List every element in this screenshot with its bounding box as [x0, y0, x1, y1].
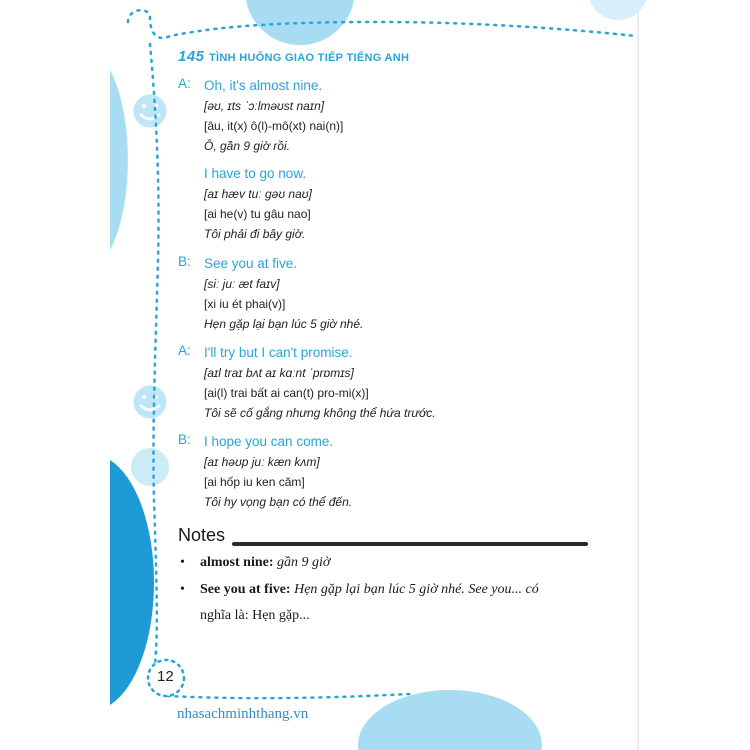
notes-underline: [232, 542, 588, 546]
note-meaning: Hẹn gặp lại bạn lúc 5 giờ nhé. See you... có: [294, 582, 539, 597]
vietnamese-line: Tôi hy vọng bạn có thể đến.: [204, 495, 353, 509]
ipa-line: [əʊ, ɪts ˈɔːlməʊst naɪn]: [204, 99, 325, 113]
running-header: [178, 48, 409, 66]
ipa-line: [aɪl traɪ bʌt aɪ kɑːnt ˈprɒmɪs]: [204, 366, 354, 380]
left-light-half-circle: [110, 70, 128, 250]
english-line: I'll try but I can't promise.: [204, 345, 353, 360]
notes-heading: Notes: [178, 525, 226, 545]
speaker-label: A:: [178, 343, 191, 358]
smiley-badge-middle: [132, 384, 168, 420]
left-dark-half-circle: [110, 460, 154, 705]
pronunciation-line: [ai(l) trai bất ai can(t) pro-mi(x)]: [204, 386, 369, 400]
english-line: I hope you can come.: [204, 434, 334, 449]
speaker-label: B:: [178, 432, 191, 447]
note-item: [180, 577, 592, 629]
vietnamese-line: Tôi sẽ cố gắng nhưng không thể hứa trước.: [204, 406, 436, 420]
english-line: I have to go now.: [204, 166, 307, 181]
speaker-label: B:: [178, 254, 191, 269]
pronunciation-line: [ai he(v) tu gâu nao]: [204, 207, 311, 221]
book-number: 145: [178, 48, 205, 65]
pronunciation-line: [âu, it(x) ô(l)-mô(xt) nai(n)]: [204, 119, 344, 133]
note-continuation: nghĩa là: Hẹn gặp...: [200, 608, 310, 623]
vietnamese-line: Tôi phải đi bây giờ.: [204, 227, 306, 241]
light-badge-circle: [130, 447, 170, 487]
vietnamese-line: Hẹn gặp lại bạn lúc 5 giờ nhé.: [204, 317, 364, 331]
speaker-label: A:: [178, 76, 191, 91]
note-term: See you at five:: [200, 582, 291, 597]
ipa-line: [aɪ həʊp juː kæn kʌm]: [204, 455, 320, 469]
note-item: [180, 550, 592, 576]
note-meaning: gần 9 giờ: [277, 555, 331, 570]
english-line: See you at five.: [204, 256, 298, 271]
pronunciation-line: [xi iu ét phai(v)]: [204, 297, 286, 311]
pronunciation-line: [ai hốp iu ken căm]: [204, 475, 305, 489]
bullet: •: [180, 582, 185, 597]
note-term: almost nine:: [200, 555, 274, 570]
ipa-line: [siː juː æt faɪv]: [204, 277, 280, 291]
smiley-badge-top: [132, 93, 168, 129]
website-url: nhasachminhthang.vn: [177, 706, 309, 722]
bullet: •: [180, 555, 185, 570]
book-title: TÌNH HUỐNG GIAO TIẾP TIẾNG ANH: [208, 52, 410, 64]
english-line: Oh, it's almost nine.: [204, 78, 323, 93]
page-number: 12: [157, 668, 174, 685]
top-circle: [245, 0, 355, 45]
ipa-line: [aɪ hæv tuː gəʊ naʊ]: [204, 187, 312, 201]
vietnamese-line: Ô, gần 9 giờ rồi.: [204, 139, 290, 153]
top-right-circle: [588, 0, 648, 20]
bottom-circle: [358, 690, 542, 750]
